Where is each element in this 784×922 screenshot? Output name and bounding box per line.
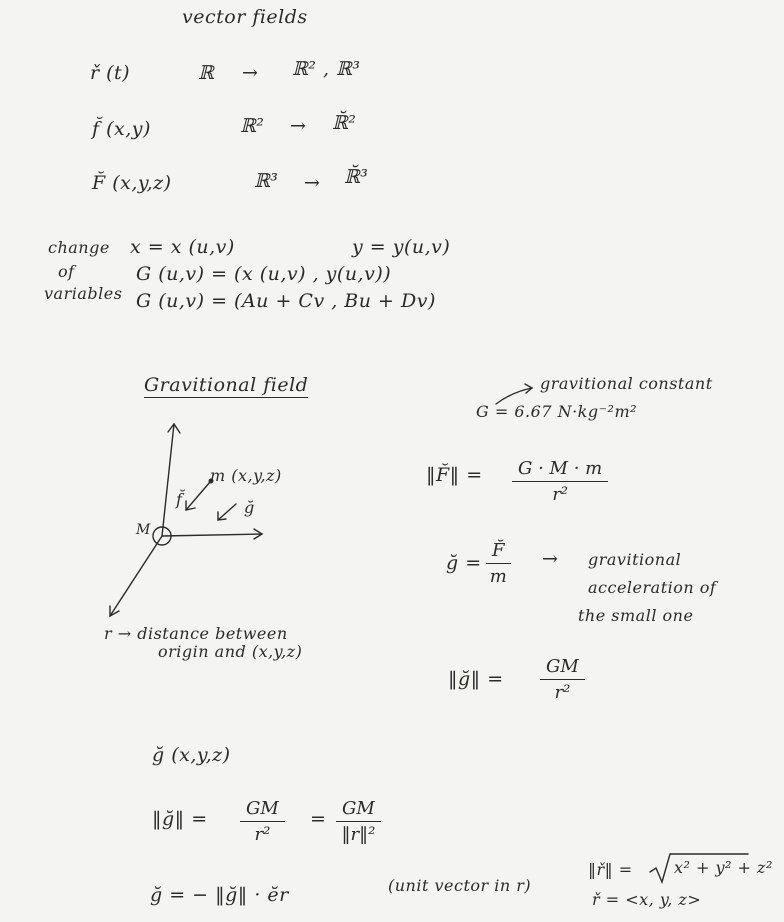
bottom-fraction-2 <box>336 798 381 845</box>
force-magnitude-lhs: ‖F̆‖ = <box>426 464 483 486</box>
mapping-fn: f̆ (x,y) <box>92 118 151 140</box>
bottom-equals: = <box>310 808 327 830</box>
g-desc-line: acceleration of <box>588 578 717 597</box>
force-vector-label: f̆ <box>176 490 183 509</box>
force-denominator: r² <box>552 484 569 505</box>
r-vector-formula: ř = <x, y, z> <box>592 890 702 909</box>
force-numerator: G · M · m <box>512 458 608 482</box>
cov-label-line: of <box>58 262 75 281</box>
g-magnitude-denominator: r² <box>554 682 571 703</box>
r-note-line-1: r → distance between <box>104 624 288 643</box>
mapping-arrow: → <box>290 115 307 137</box>
g-numerator: F̆ <box>486 540 511 564</box>
g-vector-formula: ğ = − ‖ğ‖ · ĕr <box>150 884 289 906</box>
force-vector <box>186 482 210 510</box>
mapping-arrow: → <box>304 172 321 194</box>
mapping-domain: ℝ³ <box>254 170 279 192</box>
r-note-line-2: origin and (x,y,z) <box>158 642 303 661</box>
r-magnitude-rhs: x² + y² + z² <box>674 858 773 877</box>
origin-mass-label: M <box>136 522 151 538</box>
g-vector-label: ğ <box>244 498 255 517</box>
bottom-fraction-1 <box>240 798 285 845</box>
mapping-fn: F̆ (x,y,z) <box>92 172 172 194</box>
g-magnitude-numerator: GM <box>540 656 585 680</box>
g-of-xyz: ğ (x,y,z) <box>152 744 231 766</box>
bottom-fraction-1-den: r² <box>254 824 271 845</box>
x-axis <box>110 536 162 616</box>
g-arrow: → <box>542 548 559 570</box>
g-lhs: ğ = <box>446 552 482 574</box>
mapping-arrow: → <box>242 62 259 84</box>
g-magnitude-lhs: ‖ğ‖ = <box>448 668 504 690</box>
g-desc-line: gravitional <box>588 550 682 569</box>
cov-line-1-right: y = y(u,v) <box>352 236 451 258</box>
bottom-g-magnitude-lhs: ‖ğ‖ = <box>152 808 208 830</box>
mapping-domain: ℝ² <box>240 115 265 137</box>
cov-line-2: G (u,v) = (x (u,v) , y(u,v)) <box>136 263 392 285</box>
x-axis-arrowhead <box>110 606 119 616</box>
bottom-fraction-1-num: GM <box>240 798 285 822</box>
unit-vector-note: (unit vector in r) <box>388 876 532 895</box>
point-label: m (x,y,z) <box>210 466 282 485</box>
r-magnitude-lhs: ‖ř‖ = <box>588 860 633 879</box>
constant-pointer <box>496 388 532 404</box>
cov-label-line: variables <box>44 284 123 303</box>
g-vector <box>218 504 236 520</box>
cov-label-line: change <box>48 238 110 257</box>
constant-equation: G = 6.67 N·kg⁻²m² <box>476 402 638 421</box>
page-title: vector fields <box>182 6 308 28</box>
bottom-fraction-2-den: ‖r‖² <box>341 824 376 845</box>
bottom-fraction-2-num: GM <box>336 798 381 822</box>
mapping-codomain: ℝ̆³ <box>344 166 369 188</box>
constant-label: gravitional constant <box>540 374 713 393</box>
cov-line-1-left: x = x (u,v) <box>130 236 235 258</box>
y-axis <box>162 534 262 536</box>
mapping-codomain: ℝ² , ℝ³ <box>292 58 361 80</box>
cov-line-3: G (u,v) = (Au + Cv , Bu + Dv) <box>136 290 436 312</box>
section-heading: Gravitional field <box>144 374 309 396</box>
z-axis <box>162 424 174 536</box>
g-desc-line: the small one <box>578 606 694 625</box>
g-denominator: m <box>489 566 507 587</box>
mapping-domain: ℝ <box>198 62 215 84</box>
mapping-codomain: ℝ̆² <box>332 112 357 134</box>
mapping-fn: ř (t) <box>90 62 131 84</box>
